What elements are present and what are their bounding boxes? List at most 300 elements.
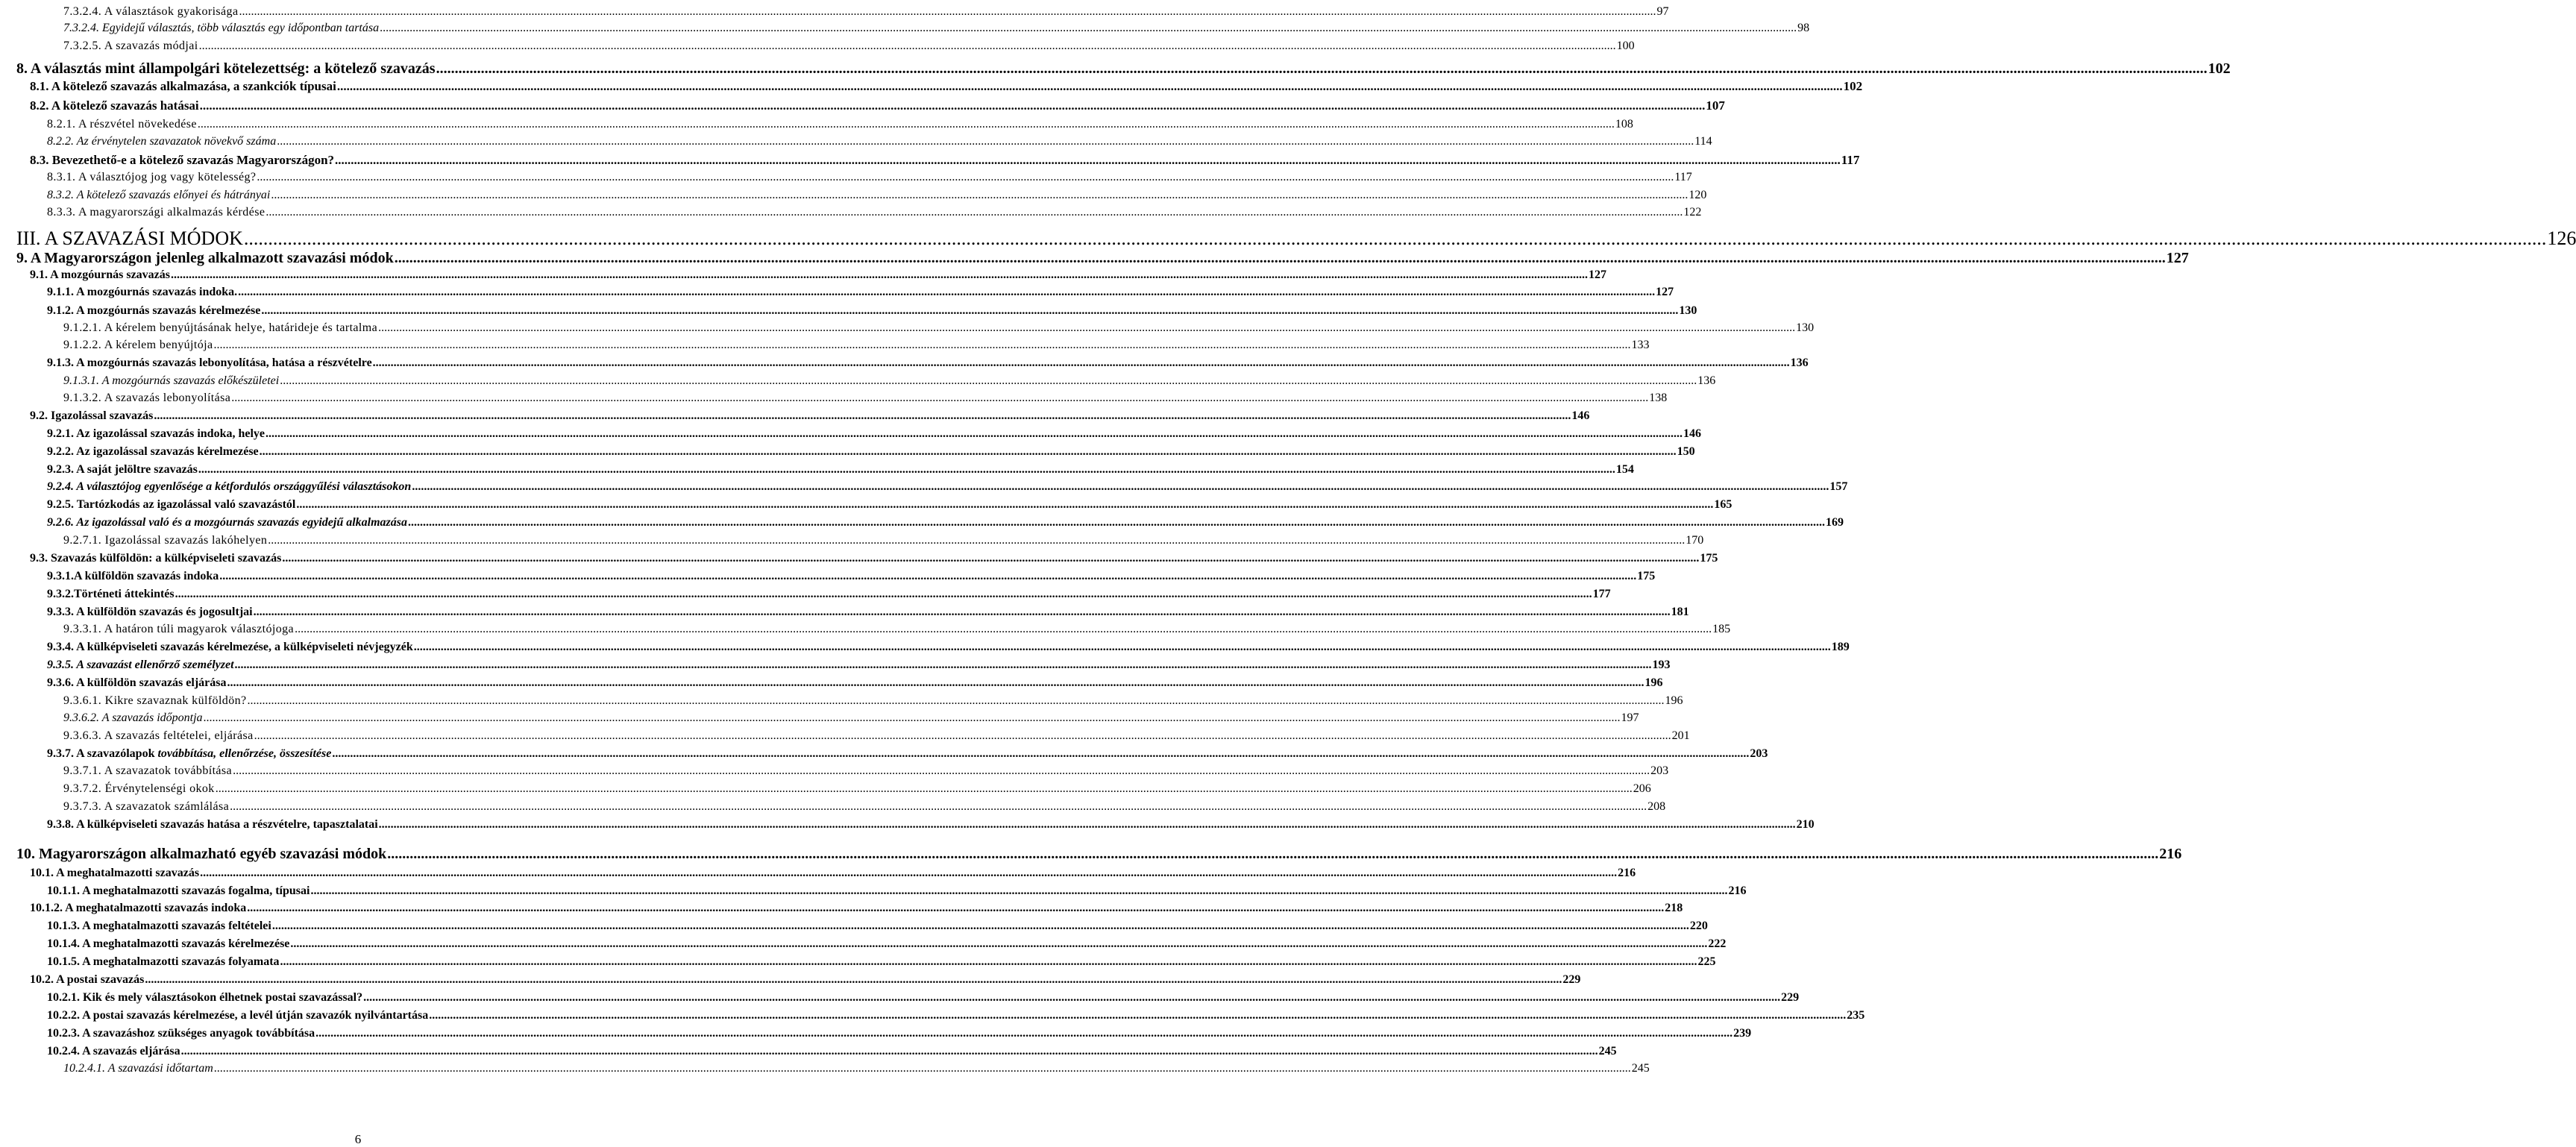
toc-entry-page: 203 (1650, 764, 1669, 777)
dot-leader (261, 305, 1678, 317)
toc-entry-text: A választójog jog vagy kötelesség? (78, 171, 257, 183)
toc-entry[interactable] (63, 336, 1650, 351)
toc-entry[interactable] (47, 302, 1697, 317)
toc-entry[interactable] (47, 1043, 1617, 1058)
toc-entry-number: 8.3.1. (47, 171, 76, 183)
toc-entry-number: 8.2. (30, 98, 49, 113)
toc-entry-title (63, 375, 279, 387)
toc-entry-text: A szavazási időtartam (107, 1062, 213, 1075)
toc-entry-number: 9.2.1. (47, 427, 74, 440)
toc-entry-number: 10.1.1. (47, 884, 80, 897)
toc-entry-text: A meghatalmazotti szavazás kérelmezése (82, 937, 290, 950)
toc-entry[interactable] (47, 354, 1809, 369)
dot-leader (436, 61, 2208, 76)
toc-entry-page: 245 (1631, 1062, 1650, 1075)
toc-entry-page: 203 (1750, 747, 1768, 760)
toc-entry[interactable] (47, 603, 1689, 618)
toc-entry-number: 9.3.3. (47, 606, 74, 618)
dot-leader (379, 819, 1796, 831)
toc-entry-page: 130 (1679, 304, 1697, 317)
dot-leader (200, 99, 1706, 112)
toc-entry-number: 8.1. (30, 79, 49, 93)
toc-entry-text: Igazolással szavazás lakóhelyen (104, 534, 268, 547)
toc-entry-text: A szavazatok számlálása (104, 800, 230, 813)
dot-leader (429, 1010, 1846, 1022)
dot-leader (295, 623, 1712, 635)
toc-entry[interactable] (47, 745, 1768, 760)
toc-entry[interactable] (47, 1025, 1752, 1040)
dot-leader (277, 136, 1694, 148)
toc-entry-page: 216 (2159, 846, 2182, 862)
toc-entry-page: 127 (2166, 250, 2189, 266)
toc-entry-title (47, 920, 271, 932)
toc-entry-page: 100 (1616, 40, 1635, 52)
toc-entry-number: 8. (16, 60, 28, 77)
toc-entry-page: 169 (1826, 516, 1844, 529)
toc-entry[interactable] (16, 57, 2231, 77)
toc-entry-title (63, 730, 254, 742)
toc-entry-text: A szavazás eljárása (82, 1045, 180, 1058)
toc-entry-number: 10.2.4. (47, 1045, 80, 1058)
toc-entry-page: 185 (1712, 623, 1731, 635)
toc-entry-text: A szavazás feltételei, eljárása (104, 729, 254, 742)
toc-entry-text: A kötelező szavazás alkalmazása, a szankciók típusai (51, 79, 336, 93)
toc-entry[interactable] (47, 283, 1674, 298)
toc-entry-text: Az igazolással szavazás indoka, helye (76, 427, 266, 440)
toc-entry[interactable] (30, 96, 1725, 113)
toc-entry[interactable] (47, 638, 1850, 653)
dot-leader (198, 119, 1615, 131)
toc-entry-text: Az igazolással szavazás kérelmezése (76, 445, 259, 458)
toc-entry-number: 9.3.6.3. (63, 729, 102, 742)
dot-leader (315, 1028, 1732, 1040)
toc-entry-page: 229 (1781, 991, 1800, 1004)
toc-entry-text: A szavazáshoz szükséges anyagok továbbítása (82, 1027, 315, 1040)
toc-entry-page: 189 (1831, 641, 1850, 653)
toc-entry-title (47, 641, 413, 653)
toc-entry-text: A mozgóurnás szavazás indoka. (76, 286, 238, 298)
toc-entry[interactable] (47, 204, 1702, 219)
toc-entry-title (16, 229, 243, 248)
toc-entry[interactable] (47, 674, 1663, 689)
toc-entry-text: A meghatalmazotti szavazás indoka (65, 902, 247, 914)
toc-entry-number: 9.3.6. (47, 676, 74, 689)
toc-entry-number: 9.3.7.3. (63, 800, 102, 813)
toc-entry-number: 9.2. (30, 409, 48, 422)
toc-entry-number: 10.2.2. (47, 1009, 80, 1022)
dot-leader (239, 6, 1656, 18)
dot-leader (171, 269, 1588, 281)
toc-entry[interactable] (63, 762, 1669, 777)
toc-entry-text: Egyidejű választás, több választás egy időpontban tartása (102, 22, 380, 34)
toc-entry-title (47, 207, 265, 219)
toc-entry[interactable] (16, 843, 2182, 862)
dot-leader (227, 677, 1644, 689)
toc-entry-page: 146 (1571, 409, 1590, 422)
toc-entry[interactable] (63, 19, 1810, 34)
toc-entry[interactable] (30, 864, 1636, 879)
dot-leader (238, 286, 1655, 298)
toc-entry-text: A magyarországi alkalmazás kérdése (78, 206, 266, 219)
toc-entry-text: A SZAVAZÁSI MÓDOK (44, 227, 243, 249)
toc-entry-page: 136 (1790, 356, 1809, 369)
toc-entry-page: 216 (1728, 884, 1747, 897)
toc-entry-number: 9.3.4. (47, 641, 74, 653)
toc-entry-text: Szavazás külföldön: a külképviseleti szavazás (51, 552, 282, 565)
dot-leader (254, 606, 1671, 618)
toc-entry-page: 107 (1706, 98, 1725, 113)
toc-entry[interactable] (63, 532, 1704, 547)
toc-entry-title (47, 119, 197, 131)
dot-leader (373, 357, 1790, 369)
toc-entry[interactable] (63, 692, 1683, 707)
toc-entry-number: 10.1. (30, 867, 54, 879)
toc-entry[interactable] (63, 389, 1668, 404)
toc-entry-text: A meghatalmazotti szavazás fogalma, típusai (82, 884, 310, 897)
toc-entry[interactable] (16, 247, 2189, 266)
toc-entry-number: 9.2.2. (47, 445, 74, 458)
toc-entry-page: 201 (1671, 729, 1690, 742)
toc-entry-title (47, 136, 276, 148)
toc-entry[interactable] (47, 169, 1692, 183)
toc-entry[interactable] (63, 372, 1716, 387)
toc-entry-number: 9.2.5. (47, 498, 74, 511)
toc-entry-title (30, 269, 170, 281)
toc-entry-page: 126 (2547, 227, 2576, 249)
toc-entry-number: 8.2.2. (47, 135, 74, 148)
toc-entry-title (47, 748, 331, 760)
toc-entry-title (47, 189, 270, 201)
toc-entry-title (63, 6, 238, 18)
toc-entry-number: 8.3.3. (47, 206, 76, 219)
toc-entry-title (63, 22, 379, 34)
toc-entry-title (47, 464, 198, 476)
dot-leader (395, 251, 2166, 265)
toc-entry-page: 177 (1592, 588, 1611, 600)
toc-entry-number: 9.3.7. (47, 747, 74, 760)
toc-entry[interactable] (47, 514, 1844, 529)
toc-entry-page: 208 (1647, 800, 1666, 813)
dot-leader (272, 920, 1689, 932)
toc-entry-number: 8.3.2. (47, 189, 74, 201)
toc-entry-page: 216 (1618, 867, 1636, 879)
toc-entry-number: 9.1.1. (47, 286, 74, 298)
toc-entry-text: A választás mint állampolgári kötelezettség: a kötelező szavazás (30, 60, 436, 77)
toc-entry-page: 133 (1631, 339, 1650, 351)
dot-leader (412, 481, 1829, 493)
toc-entry-number: 9.1.3.2. (63, 392, 102, 404)
toc-entry-title (47, 172, 256, 183)
toc-entry-page: 225 (1697, 955, 1716, 968)
toc-entry[interactable] (47, 656, 1671, 671)
toc-entry[interactable] (47, 917, 1708, 932)
dot-leader (408, 517, 1825, 529)
toc-entry-page: 210 (1796, 818, 1815, 831)
toc-entry[interactable] (47, 953, 1716, 968)
toc-entry-title (63, 623, 294, 635)
toc-entry-title (30, 99, 199, 112)
toc-entry[interactable] (47, 496, 1732, 511)
dot-leader (332, 748, 1749, 760)
toc-entry-text: A külföldön szavazás indoka (74, 570, 219, 582)
toc-entry-text: A kötelező szavazás előnyei és hátrányai (76, 189, 271, 201)
toc-entry-text: Az igazolással való és a mozgóurnás szavazás egyidejű alkalmazása (76, 516, 408, 529)
toc-entry-number: 9. (16, 250, 28, 266)
toc-entry[interactable] (47, 935, 1727, 950)
toc-entry[interactable] (63, 319, 1815, 334)
toc-entry-text: A postai szavazás kérelmezése, a levél útján szavazók nyilvántartása (82, 1009, 429, 1022)
dot-leader (244, 229, 2547, 248)
dot-leader (231, 392, 1648, 404)
toc-entry[interactable] (47, 585, 1611, 600)
toc-entry-number: 10.2.1. (47, 991, 80, 1004)
toc-entry[interactable] (30, 77, 1863, 93)
dot-leader (280, 375, 1697, 387)
toc-entry[interactable] (47, 989, 1800, 1004)
toc-entry[interactable] (63, 1060, 1650, 1075)
toc-entry[interactable] (30, 407, 1590, 422)
dot-leader (266, 428, 1683, 440)
toc-entry-page: 197 (1621, 711, 1639, 724)
toc-entry-page: 127 (1589, 268, 1607, 281)
toc-entry-page: 130 (1796, 321, 1815, 334)
dot-leader (378, 322, 1795, 334)
toc-entry[interactable] (63, 709, 1639, 724)
toc-entry-number: 9.3.7.2. (63, 782, 102, 795)
toc-entry-text: A szavazólapok (76, 747, 158, 760)
toc-entry-title (47, 517, 407, 529)
toc-entry-title (63, 339, 213, 351)
toc-entry-page: 97 (1656, 5, 1669, 18)
toc-entry-text: A szavazás lebonyolítása (104, 392, 231, 404)
toc-entry-page: 222 (1708, 937, 1727, 950)
toc-entry-number: 9.3.5. (47, 659, 74, 671)
toc-entry-text: A meghatalmazotti szavazás feltételei (82, 920, 271, 932)
toc-entry-title (47, 1010, 428, 1022)
toc-entry[interactable] (47, 443, 1695, 458)
toc-entry-title (63, 40, 198, 52)
toc-entry-title (47, 499, 295, 511)
dot-leader (310, 885, 1727, 897)
toc-entry-number: 9.1. (30, 268, 48, 281)
toc-entry-title (63, 695, 247, 707)
toc-entry-page: 102 (1843, 79, 1863, 93)
toc-entry-number: III. (16, 227, 41, 249)
toc-entry-text: Kikre szavaznak külföldön? (104, 694, 247, 707)
toc-entry-title (63, 535, 267, 547)
toc-entry-text: Történeti áttekintés (74, 588, 175, 600)
toc-entry[interactable] (47, 425, 1702, 440)
toc-entry-page: 218 (1665, 902, 1683, 914)
dot-leader (337, 80, 1843, 92)
toc-entry[interactable] (63, 780, 1651, 795)
toc-entry-number: 8.2.1. (47, 118, 76, 131)
toc-entry-page: 175 (1700, 552, 1718, 565)
toc-entry[interactable] (47, 186, 1707, 201)
toc-entry-title (30, 867, 199, 879)
toc-entry-text: A szavazást ellenőrző személyzet (76, 659, 234, 671)
dot-leader (175, 588, 1592, 600)
toc-entry-text: A szavazás módjai (104, 40, 198, 52)
toc-entry-page: 122 (1683, 206, 1702, 219)
toc-entry-number: 10.2. (30, 973, 54, 986)
toc-entry-number: 9.3.2. (47, 588, 74, 600)
toc-entry-text: A választások gyakorisága (104, 5, 239, 18)
toc-entry-text: Igazolással szavazás (51, 409, 154, 422)
toc-entry[interactable] (47, 816, 1815, 831)
toc-entry[interactable] (30, 151, 1860, 167)
toc-entry-text: A postai szavazás (56, 973, 145, 986)
toc-entry[interactable] (30, 971, 1581, 986)
dot-leader (380, 22, 1797, 34)
dot-leader (290, 938, 1707, 950)
toc-entry-number: 10.2.4.1. (63, 1062, 105, 1075)
toc-entry-title (47, 481, 411, 493)
toc-entry[interactable] (47, 478, 1848, 493)
toc-entry-number: 10. (16, 846, 35, 862)
toc-entry-number: 9.2.4. (47, 480, 74, 493)
dot-leader (247, 902, 1664, 914)
toc-entry-text: A választójog egyenlősége a kétfordulós országgyűlési választásokon (76, 480, 412, 493)
toc-entry-number: 10.1.3. (47, 920, 80, 932)
dot-leader (230, 801, 1647, 813)
toc-entry-title (47, 446, 259, 458)
toc-entry[interactable] (63, 798, 1666, 813)
toc-entry-title (47, 819, 378, 831)
toc-entry-title (63, 392, 230, 404)
toc-entry-number: 10.1.2. (30, 902, 63, 914)
toc-entry-title (47, 286, 237, 298)
toc-entry[interactable] (30, 550, 1718, 565)
toc-entry[interactable] (47, 133, 1712, 148)
toc-entry[interactable] (63, 3, 1669, 18)
toc-entry-title (16, 251, 394, 265)
toc-entry[interactable] (16, 224, 2576, 249)
toc-entry-page: 165 (1714, 498, 1732, 511)
toc-entry[interactable] (47, 568, 1656, 582)
toc-entry-page: 196 (1644, 676, 1663, 689)
toc-entry-number: 10.1.4. (47, 937, 80, 950)
toc-entry-title (30, 553, 281, 565)
toc-entry[interactable] (47, 461, 1634, 476)
toc-entry[interactable] (30, 899, 1683, 914)
dot-leader (233, 765, 1650, 777)
toc-entry[interactable] (47, 116, 1633, 131)
toc-entry-text: A külképviseleti szavazás kérelmezése, a külképviseleti névjegyzék (76, 641, 413, 653)
toc-entry-title (63, 765, 232, 777)
toc-entry-text: A határon túli magyarok választójoga (104, 623, 295, 635)
toc-entry-title (47, 659, 234, 671)
toc-entry-page: 235 (1847, 1009, 1865, 1022)
dot-leader (296, 499, 1713, 511)
toc-entry-title (63, 322, 377, 334)
dot-leader (198, 464, 1615, 476)
dot-leader (254, 730, 1671, 742)
toc-entry-text: A kérelem benyújtója (104, 339, 213, 351)
toc-entry[interactable] (30, 266, 1607, 281)
toc-entry-title (30, 974, 144, 986)
toc-entry-text: Bevezethető-e a kötelező szavazás Magyarországon? (51, 153, 335, 167)
toc-entry-text: Érvénytelenségi okok (104, 782, 215, 795)
toc-entry-page: 117 (1674, 171, 1692, 183)
dot-leader (335, 154, 1841, 166)
dot-leader (268, 535, 1685, 547)
toc-entry-number: 9.3.7.1. (63, 764, 102, 777)
dot-leader (257, 172, 1674, 183)
toc-entry-title (63, 712, 203, 724)
toc-entry[interactable] (47, 1007, 1865, 1022)
toc-entry-page: 206 (1633, 782, 1651, 795)
toc-entry-page: 220 (1689, 920, 1708, 932)
toc-entry-title (47, 571, 219, 582)
toc-entry-number: 9.2.7.1. (63, 534, 102, 547)
toc-entry-title (16, 846, 386, 861)
toc-entry[interactable] (47, 882, 1747, 897)
toc-entry-page: 154 (1615, 463, 1634, 476)
dot-leader (216, 783, 1633, 795)
dot-leader (145, 974, 1562, 986)
toc-entry-page: 120 (1688, 189, 1707, 201)
toc-entry-number: 9.3.1. (47, 570, 74, 582)
dot-leader (235, 659, 1652, 671)
toc-entry[interactable] (63, 37, 1635, 52)
toc-entry-page: 196 (1665, 694, 1683, 707)
toc-entry[interactable] (63, 620, 1731, 635)
toc-entry-title (47, 1046, 180, 1058)
toc-entry-text: A kötelező szavazás hatásai (51, 98, 199, 113)
toc-entry-page: 138 (1649, 392, 1668, 404)
toc-entry-text: A meghatalmazotti szavazás (56, 867, 200, 879)
toc-entry[interactable] (63, 727, 1690, 742)
toc-entry-title (30, 410, 153, 422)
toc-entry-number: 9.2.3. (47, 463, 74, 476)
toc-entry-title (47, 428, 265, 440)
toc-entry-page: 175 (1637, 570, 1656, 582)
toc-entry-page: 239 (1733, 1027, 1752, 1040)
toc-entry-title (47, 885, 310, 897)
dot-leader (266, 207, 1683, 219)
toc-entry-title (63, 1063, 213, 1075)
dot-leader (219, 571, 1636, 582)
toc-entry-title (30, 80, 336, 92)
toc-entry-text: Az érvénytelen szavazatok növekvő száma (76, 135, 277, 148)
dot-leader (363, 992, 1780, 1004)
toc-entry-page: 108 (1615, 118, 1633, 131)
toc-entry-title (47, 677, 226, 689)
toc-entry-page: 181 (1671, 606, 1689, 618)
toc-entry-title (47, 357, 372, 369)
toc-entry-page: 136 (1697, 374, 1716, 387)
toc-entry-number: 9.3.3.1. (63, 623, 102, 635)
dot-leader (181, 1046, 1598, 1058)
toc-entry-page: 117 (1841, 153, 1860, 167)
toc-entry-text: A külképviseleti szavazás hatása a részvételre, tapasztalatai (76, 818, 378, 831)
toc-entry-page: 157 (1829, 480, 1848, 493)
toc-entry-number: 9.3.6.2. (63, 711, 99, 724)
toc-entry-text: A Magyarországon jelenleg alkalmazott szavazási módok (30, 250, 394, 266)
toc-entry-page: 127 (1656, 286, 1674, 298)
toc-entry-number: 9.3.6.1. (63, 694, 102, 707)
toc-entry-number: 9.1.3. (47, 356, 74, 369)
dot-leader (213, 339, 1630, 351)
dot-leader (280, 956, 1697, 968)
toc-entry-title (47, 956, 280, 968)
toc-entry-page: 150 (1677, 445, 1695, 458)
toc-entry-number: 7.3.2.5. (63, 40, 102, 52)
toc-entry-number: 7.3.2.4. (63, 22, 99, 34)
dot-leader (414, 641, 1831, 653)
toc-entry-text: A mozgóurnás szavazás kérelmezése (76, 304, 261, 317)
